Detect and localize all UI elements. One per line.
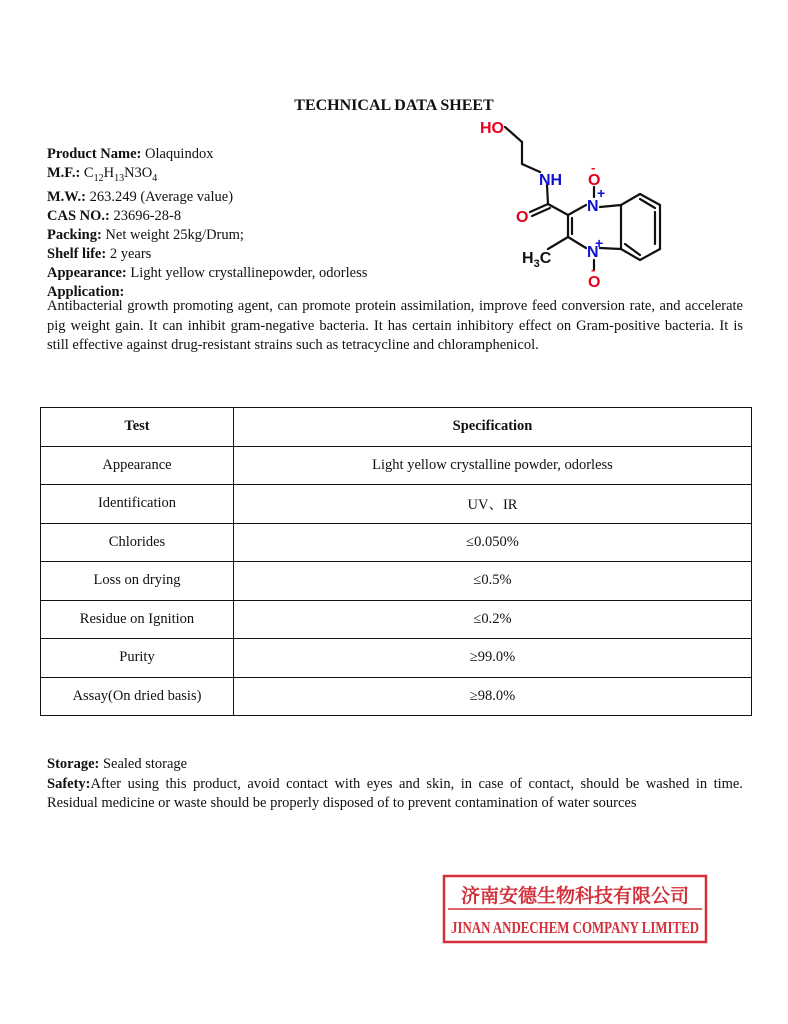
top-n-label: N [587,198,599,215]
product-name-value: Olaquindox [141,146,214,162]
document-title: TECHNICAL DATA SHEET [294,97,494,114]
header-specification: Specification [234,408,752,447]
company-seal-stamp [442,872,708,946]
mf-n: N3O [124,165,153,181]
mf-c: C [83,165,94,181]
mw-row [47,188,367,207]
product-name-row [47,145,367,164]
spec-cell: ≤0.050% [234,523,752,562]
storage-label: Storage: [47,756,100,772]
bond-ho-ch2 [505,127,522,142]
benzo-bond-5 [621,249,640,260]
stamp-english-text: JINAN ANDECHEM COMPANY LIMITED [451,918,699,937]
storage-safety-section [47,755,743,814]
mf-value [83,165,158,184]
benzo-bond-4 [640,249,660,260]
methyl-label: $H_3C$ [522,250,552,270]
bond-ring-ch3 [548,237,568,249]
top-plus-label: + [597,185,606,201]
product-info [47,145,367,302]
top-minus-label: - [591,160,596,175]
safety-value: After using this product, avoid contact with eyes and skin, in case of contact, should be washed in time. Residual medicine or waste should be properly disposed of to prevent contamination of water sources [47,775,743,811]
shelf-life-row [47,245,367,264]
nh-label: NH [539,172,563,189]
appearance-row [47,264,367,283]
spec-cell: ≤0.2% [234,600,752,639]
bottom-n-label: N [587,244,599,261]
appearance-value: Light yellow crystallinepowder, odorless [126,264,368,281]
table-row [41,562,752,601]
application-label: Application: [47,283,125,300]
mf-label: M.F.: [47,165,81,181]
shelf-life-label: Shelf life: [47,245,107,262]
cas-row [47,207,367,226]
packing-value: Net weight 25kg/Drum; [101,226,244,243]
ring-bond-4 [600,205,621,207]
cas-value: 23696-28-8 [109,207,182,224]
application-text: Antibacterial growth promoting agent, can promote protein assimilation, improve feed conversion rate, and accelerate pig weight gain. It can inhibit gram-negative bacteria. It has certain inhibitory effect on Gram-positive bacteria. It is still effective against drug-resistant strains such as tetracycline and chloramphenicol. [47,298,743,353]
table-header-row [41,408,752,447]
mf-row [47,164,367,188]
table-row [41,446,752,485]
mw-label: M.W.: [47,188,86,205]
appearance-label: Appearance: [47,264,127,281]
spec-cell: Light yellow crystalline powder, odorless [234,446,752,485]
cas-label: CAS NO.: [47,207,110,224]
product-name-label: Product Name: [47,146,142,162]
safety-row [47,775,743,814]
bond-c-ring [548,204,568,215]
top-o-label: O [588,172,601,189]
spec-cell: ≤0.5% [234,562,752,601]
spec-cell: ≥99.0% [234,639,752,678]
mf-h-sub: 13 [114,172,125,184]
bond-ch2-nh [522,164,540,172]
specification-table [40,407,752,716]
test-cell: Purity [41,639,234,678]
carbonyl-o-label: O [516,209,529,226]
safety-label: Safety: [47,775,91,792]
test-cell: Loss on drying [41,562,234,601]
table-row [41,485,752,524]
packing-label: Packing: [47,226,102,243]
mf-c-sub: 12 [93,172,104,184]
ring-bond-1 [568,205,586,215]
spec-cell: UV、IR [234,485,752,524]
mf-h: H [103,165,115,181]
table-row [41,600,752,639]
benzo-bond-1 [621,194,640,205]
olaquindox-structure-diagram [470,112,680,292]
packing-row [47,226,367,245]
mf-o-sub: 4 [152,172,158,184]
ho-label: HO [480,120,504,137]
ring-bond-3 [568,237,586,248]
bottom-o-label: O [588,274,601,291]
benzo-bond-2 [640,194,660,205]
test-cell: Appearance [41,446,234,485]
table-row [41,639,752,678]
test-cell: Assay(On dried basis) [41,677,234,716]
table-row [41,677,752,716]
shelf-life-value: 2 years [106,245,152,262]
test-cell: Residue on Ignition [41,600,234,639]
mw-value: 263.249 (Average value) [85,188,234,205]
bottom-minus-label: - [591,262,596,277]
bottom-plus-label: + [595,235,604,251]
storage-value: Sealed storage [99,756,188,772]
header-test: Test [41,408,234,447]
test-cell: Identification [41,485,234,524]
spec-cell: ≥98.0% [234,677,752,716]
stamp-chinese-text: 济南安德生物科技有限公司 [460,885,690,907]
table-row [41,523,752,562]
test-cell: Chlorides [41,523,234,562]
storage-row [47,755,743,775]
